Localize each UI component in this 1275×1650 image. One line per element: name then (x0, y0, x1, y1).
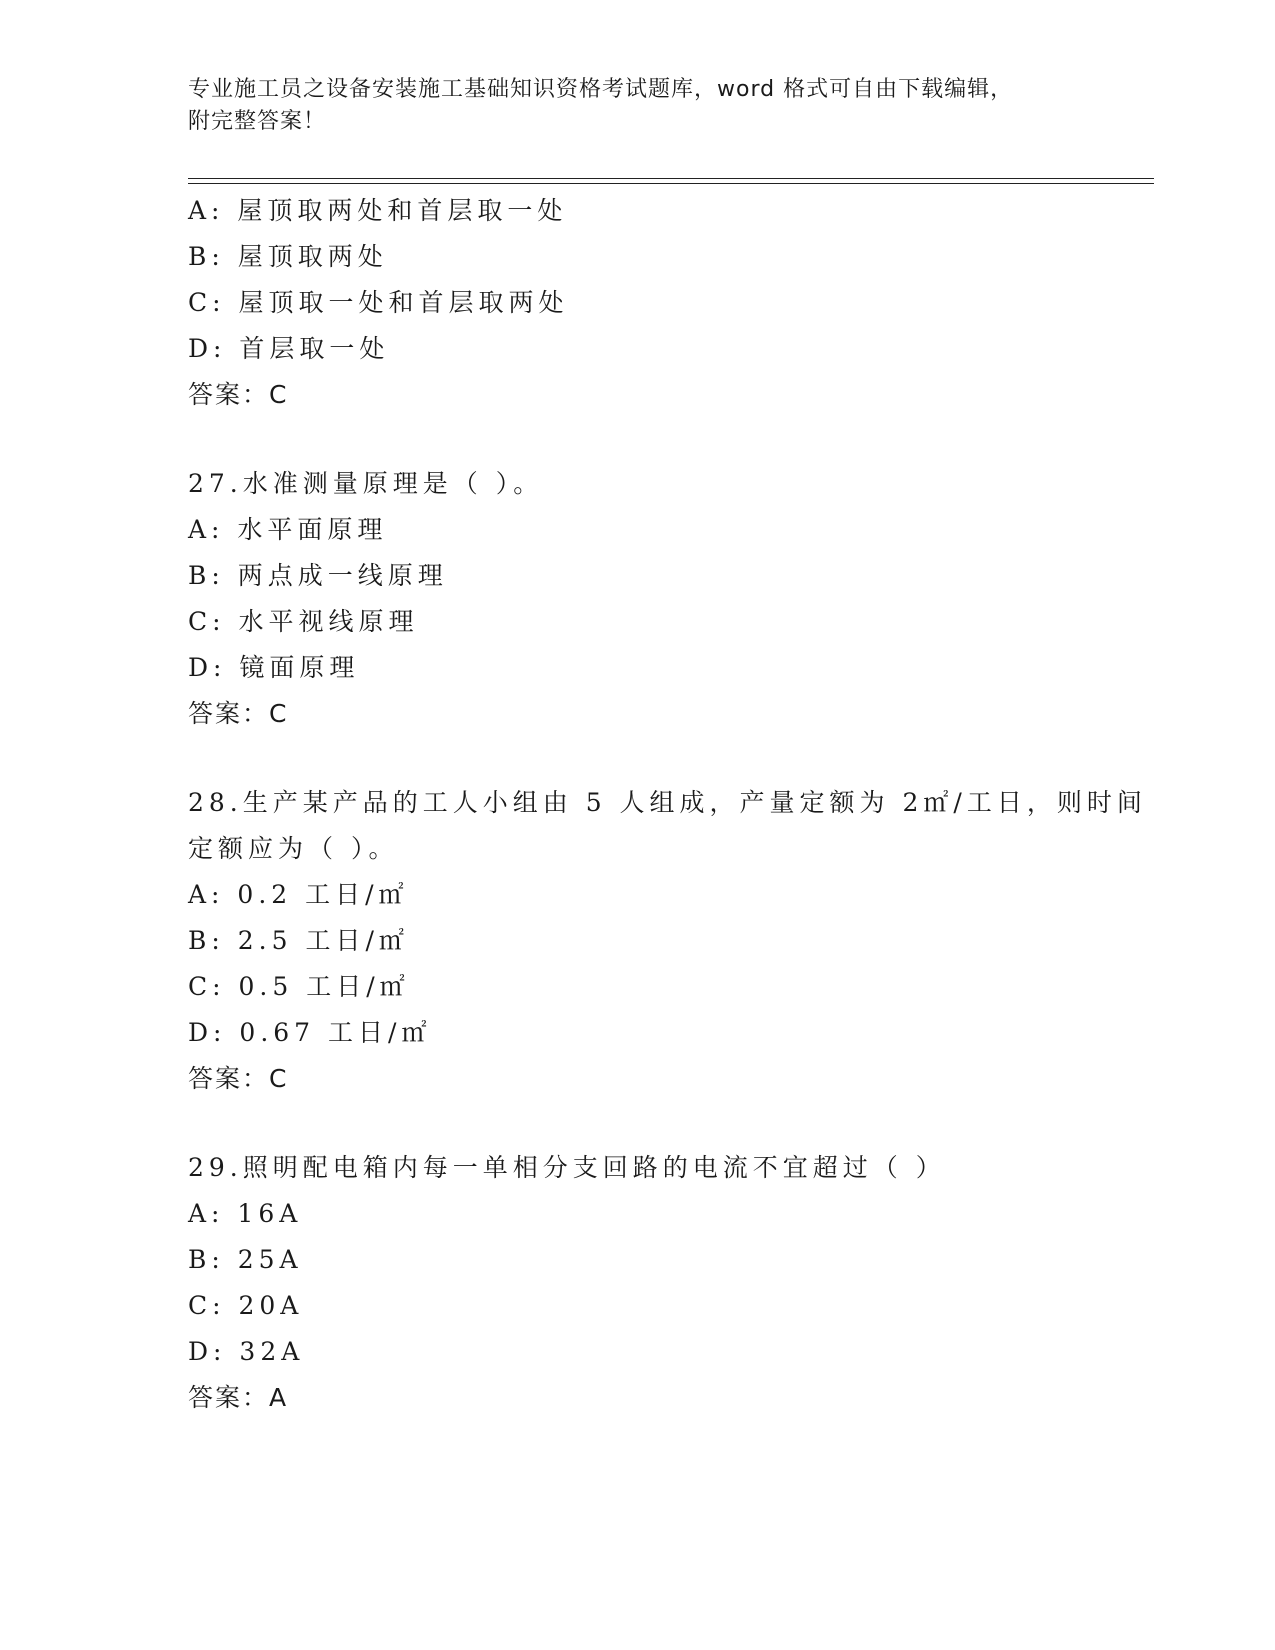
option-a: A: 水平面原理 (188, 515, 388, 544)
option-d: D: 首层取一处 (188, 334, 390, 363)
question-list (188, 188, 1154, 1421)
option-d: D: 镜面原理 (188, 653, 360, 682)
option-a: A: 0.2 工日/㎡ (188, 880, 409, 909)
option-d: D: 0.67 工日/㎡ (188, 1018, 432, 1047)
option-c: C: 20A (188, 1291, 304, 1320)
question-29 (188, 1145, 1154, 1421)
header-line-2: 附完整答案！ (188, 109, 327, 134)
document-header (188, 74, 1068, 138)
option-c: C: 屋顶取一处和首层取两处 (188, 288, 569, 317)
answer: 答案：A (188, 1383, 289, 1412)
answer: 答案：C (188, 1064, 289, 1093)
header-line-1: 专业施工员之设备安装施工基础知识资格考试题库，word 格式可自由下载编辑， (188, 77, 1014, 102)
question-text-line-1: 28.生产某产品的工人小组由 5 人组成，产量定额为 2㎡/工日，则时间 (188, 788, 1147, 817)
option-d: D: 32A (188, 1337, 305, 1366)
header-divider-top (188, 178, 1154, 179)
option-c: C: 0.5 工日/㎡ (188, 972, 410, 1001)
option-b: B: 两点成一线原理 (188, 561, 448, 590)
option-b: B: 屋顶取两处 (188, 242, 388, 271)
option-a: A: 屋顶取两处和首层取一处 (188, 196, 568, 225)
answer: 答案：C (188, 699, 289, 728)
header-divider-bottom (188, 183, 1154, 184)
option-a: A: 16A (188, 1199, 303, 1228)
answer: 答案：C (188, 380, 289, 409)
option-b: B: 2.5 工日/㎡ (188, 926, 409, 955)
spacer (188, 1102, 1154, 1145)
option-b: B: 25A (188, 1245, 303, 1274)
option-c: C: 水平视线原理 (188, 607, 419, 636)
spacer (188, 737, 1154, 780)
question-text: 29.照明配电箱内每一单相分支回路的电流不宜超过（ ） (188, 1153, 946, 1182)
question-28 (188, 780, 1154, 1102)
question-text-line-2: 定额应为（ ）。 (188, 834, 399, 863)
question-27 (188, 461, 1154, 737)
question-text: 27.水准测量原理是（ ）。 (188, 469, 544, 498)
spacer (188, 418, 1154, 461)
question-26 (188, 188, 1154, 418)
